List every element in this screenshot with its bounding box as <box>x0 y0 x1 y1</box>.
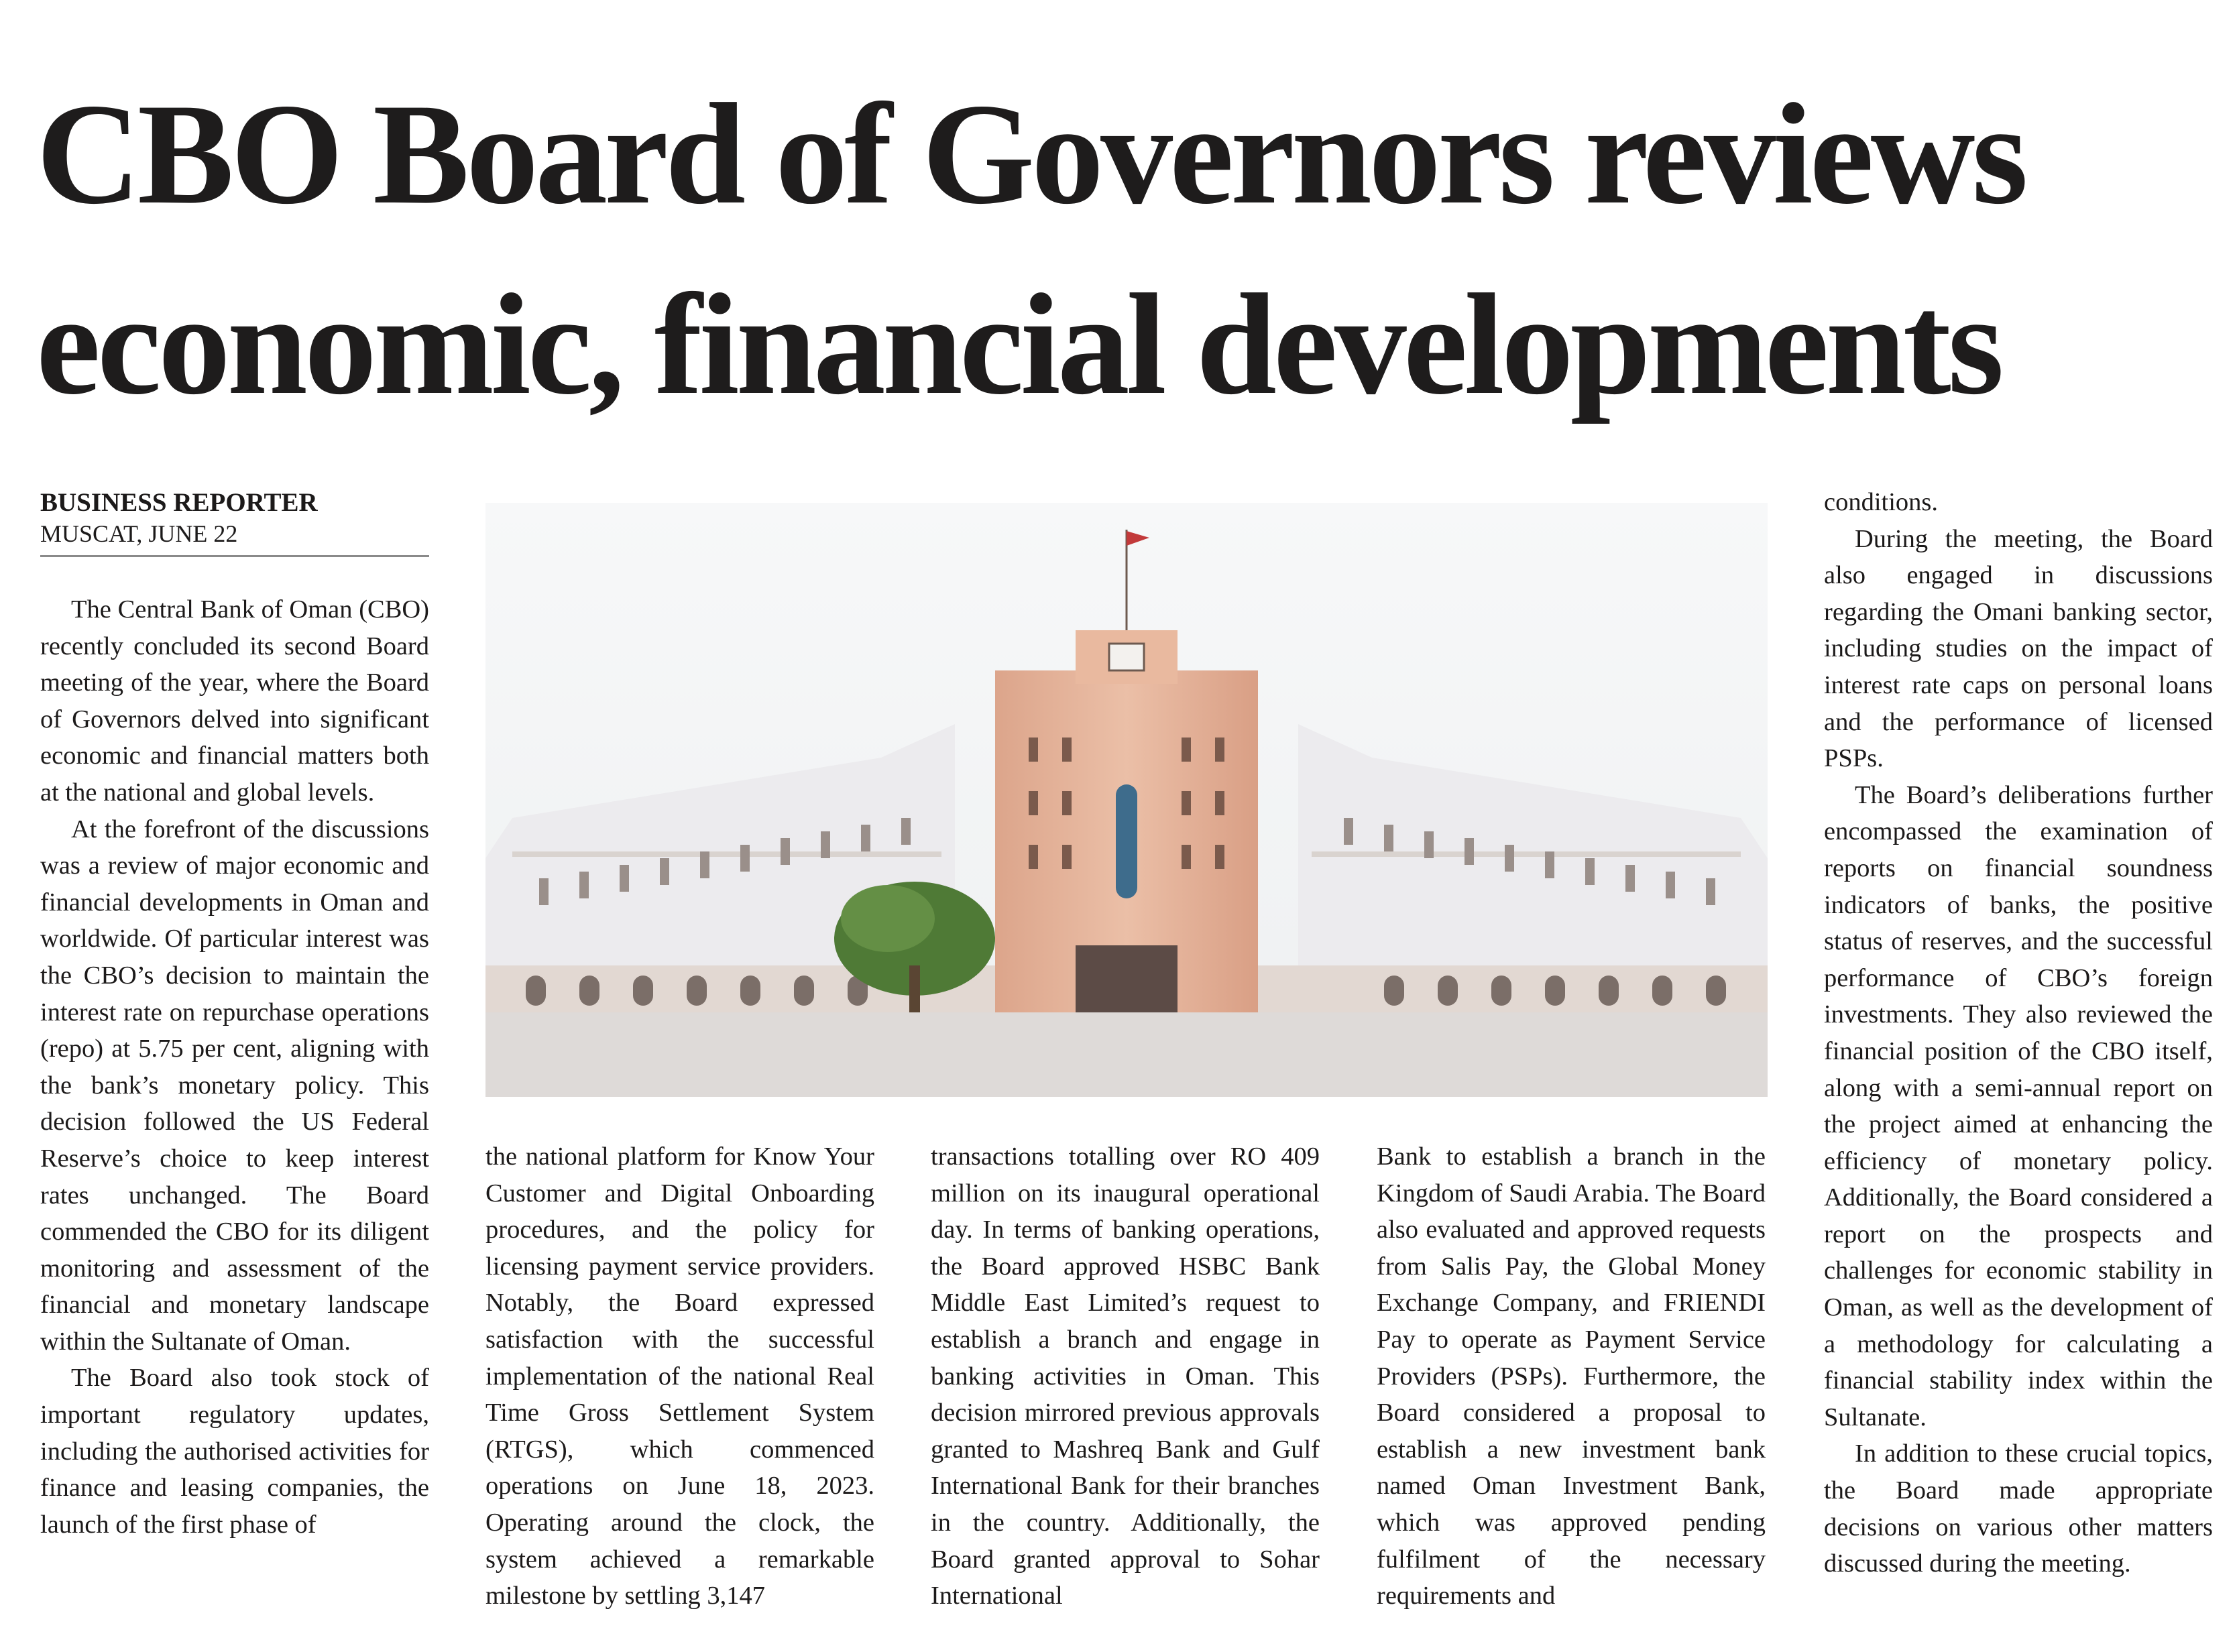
building-illustration <box>485 503 1768 1097</box>
headline <box>36 59 2209 440</box>
paragraph: Bank to establish a branch in the Kingdom of Saudi Arabia. The Board also evaluated and approved requests from Salis Pay, the Global Money Exchange Company, and FRIENDI Pay to operate as Payment Service Providers (PSPs). Furthermore, the Board considered a proposal to establish a new investment bank named Oman Investment Bank, which was approved pending fulfilment of the necessary requirements and <box>1377 1142 1766 1610</box>
paragraph: The Central Bank of Oman (CBO) recently concluded its second Board meeting of the year, where the Board of Governors delved into significant economic and financial matters both at the national and global levels. <box>40 595 429 807</box>
paragraph: conditions. <box>1824 488 1939 516</box>
article-column-4 <box>1377 1138 1766 1614</box>
byline <box>40 487 429 557</box>
article-column-1 <box>40 591 429 1543</box>
byline-reporter: BUSINESS REPORTER <box>40 488 318 517</box>
article-column-3 <box>931 1138 1320 1614</box>
paragraph: transactions totalling over RO 409 million on its inaugural operational day. In terms of banking operations, the Board approved HSBC Bank Middle East Limited’s request to establish a branch and engage in banking activities in Oman. This decision mirrored previous approvals granted to Mashreq Bank and Gulf International Bank for their branches in the country. Additionally, the Board granted approval to Sohar International <box>931 1142 1320 1610</box>
article-column-5 <box>1824 484 2213 1582</box>
paragraph: In addition to these crucial topics, the Board made appropriate decisions on various other matters discussed during the meeting. <box>1824 1439 2213 1578</box>
paragraph: The Board’s deliberations further encompassed the examination of reports on financial soundness indicators of banks, the positive status of reserves, and the successful performance of CBO’s foreign investments. They also reviewed the financial position of the CBO itself, along with a semi-annual report on the project aimed at enhancing the efficiency of monetary policy. Additionally, the Board considered a report on the prospects and challenges for economic stability in Oman, as well as the development of a methodology for calculating a financial stability index within the Sultanate. <box>1824 780 2213 1431</box>
paragraph: the national platform for Know Your Customer and Digital Onboarding procedures, and the policy for licensing payment service providers. Notably, the Board expressed satisfaction with the successful implementation of the national Real Time Gross Settlement System (RTGS), which commenced operations on June 18, 2023. Operating around the clock, the system achieved a remarkable milestone by settling 3,147 <box>485 1142 874 1610</box>
paragraph: At the forefront of the discussions was a review of major economic and financial developments in Oman and worldwide. Of particular interest was the CBO’s decision to maintain the interest rate on repurchase operations (repo) at 5.75 per cent, aligning with the bank’s monetary policy. This decision followed the US Federal Reserve’s choice to keep interest rates unchanged. The Board commended the CBO for its diligent monitoring and assessment of the financial and monetary landscape within the Sultanate of Oman. <box>40 815 429 1356</box>
paragraph: During the meeting, the Board also engaged in discussions regarding the Omani banking sector, including studies on the impact of interest rate caps on personal loans and the performance of licensed PSPs. <box>1824 524 2213 773</box>
byline-dateline: MUSCAT, JUNE 22 <box>40 520 238 547</box>
article-column-2 <box>485 1138 874 1614</box>
headline-line-1: CBO Board of Governors reviews <box>36 74 2025 234</box>
headline-line-2: economic, financial developments <box>36 264 2001 424</box>
paragraph: The Board also took stock of important regulatory updates, including the authorised activities for finance and leasing companies, the launch of the first phase of <box>40 1364 429 1539</box>
cbo-building-photo <box>485 503 1768 1097</box>
